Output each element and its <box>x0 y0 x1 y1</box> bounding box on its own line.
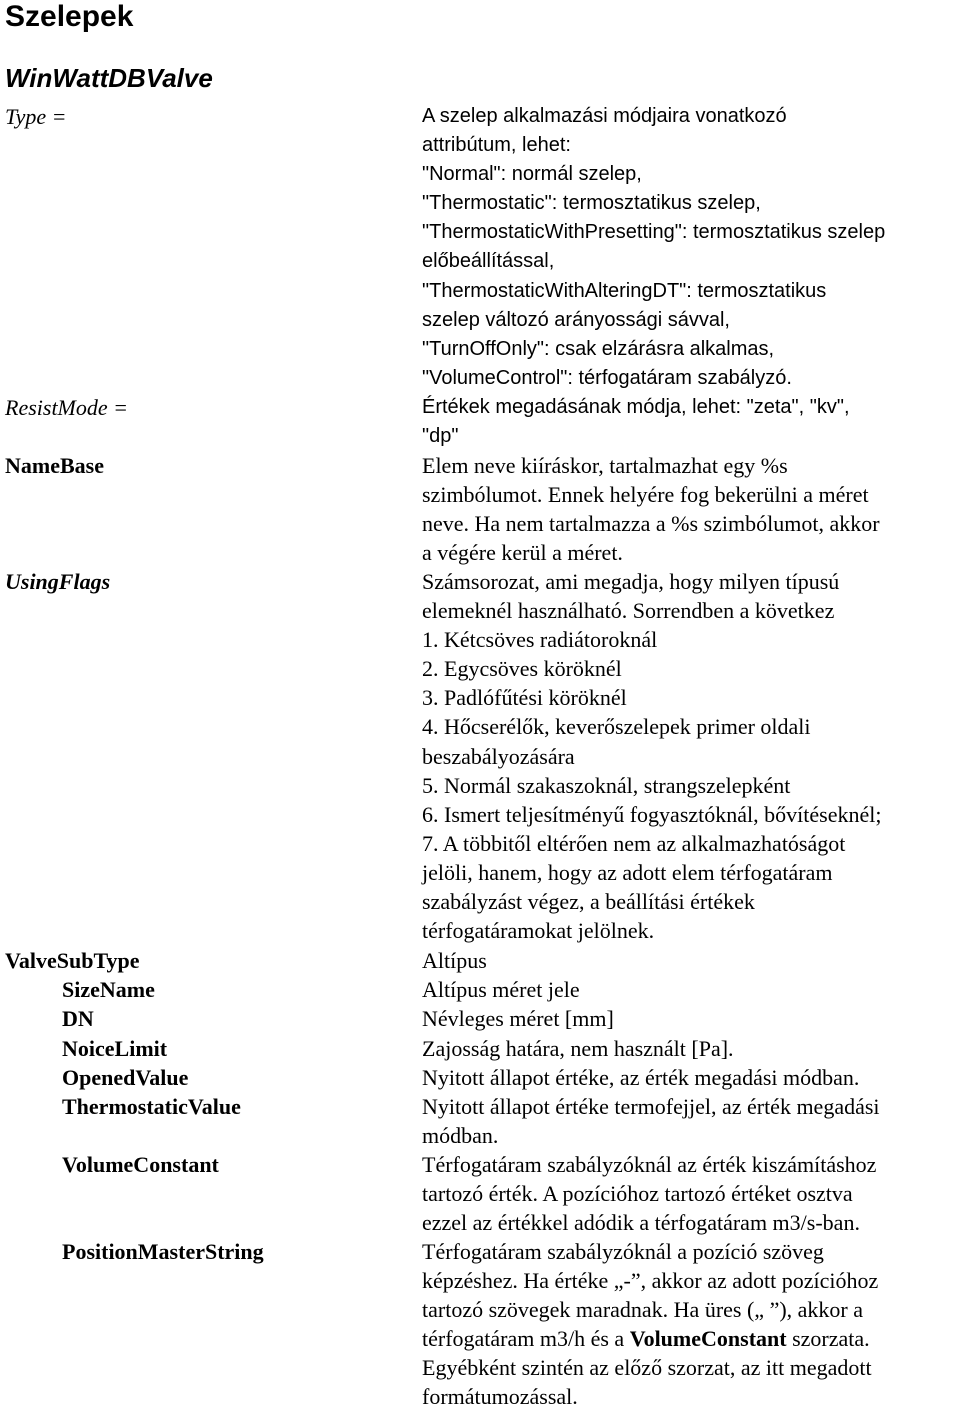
term-type: Type = <box>5 104 67 129</box>
desc-line: "dp" <box>422 425 459 448</box>
desc-line: 1. Kétcsöves radiátoroknál <box>422 627 658 653</box>
desc-line: 6. Ismert teljesítményű fogyasztóknál, bővítéseknél; <box>422 801 882 827</box>
desc-line: "Normal": normál szelep, <box>422 163 642 186</box>
desc-line: Térfogatáram szabályzóknál a pozíció szöveg <box>422 1239 824 1264</box>
desc-line: tartozó érték. A pozícióhoz tartozó értéket osztva <box>422 1181 853 1207</box>
desc-line: térfogatáramokat jelölnek. <box>422 918 655 944</box>
desc-line: attribútum, lehet: <box>422 134 571 157</box>
emphasis-term: VolumeConstant <box>629 1326 787 1352</box>
desc-line: ezzel az értékkel adódik a térfogatáram m3/s-ban. <box>422 1210 860 1236</box>
desc-line: előbeállítással, <box>422 250 555 273</box>
term-namebase: NameBase <box>5 453 104 478</box>
desc-valvesubtype <box>422 946 487 975</box>
desc-line: elemeknél használható. Sorrendben a következ <box>422 598 835 624</box>
desc-line: Altípus <box>422 948 487 973</box>
desc-line: Névleges méret [mm] <box>422 1006 614 1031</box>
term-valvesubtype: ValveSubType <box>5 948 140 973</box>
desc-line: Nyitott állapot értéke, az érték megadási módban. <box>422 1065 860 1090</box>
term-sizename: SizeName <box>62 977 155 1002</box>
desc-line: jelöli, hanem, hogy az adott elem térfogatáram <box>422 859 833 885</box>
desc-line: szabályzást végez, a beállítási értékek <box>422 889 755 915</box>
desc-sizename <box>422 975 580 1004</box>
desc-line: módban. <box>422 1123 499 1149</box>
desc-line: formátumozással. <box>422 1384 578 1410</box>
term-positionmasterstring: PositionMasterString <box>62 1239 264 1264</box>
desc-usingflags <box>422 567 881 945</box>
term-thermostaticvalue: ThermostaticValue <box>62 1094 241 1119</box>
desc-line: a végére kerül a méret. <box>422 540 623 566</box>
section-title: WinWattDBValve <box>5 63 213 93</box>
desc-line: "ThermostaticWithAlteringDT": termosztatikus <box>422 279 827 302</box>
desc-line: tartozó szövegek maradnak. Ha üres („ ”), akkor a <box>422 1297 864 1323</box>
page-title: Szelepek <box>5 0 134 33</box>
desc-line: szelep változó arányossági sávval, <box>422 308 730 331</box>
desc-line: 3. Padlófűtési köröknél <box>422 685 627 711</box>
desc-line: képzéshez. Ha értéke „-”, akkor az adott pozícióhoz <box>422 1268 879 1294</box>
desc-line: Értékek megadásának módja, lehet: "zeta", "kv", <box>422 396 850 418</box>
desc-line: Altípus méret jele <box>422 977 580 1002</box>
desc-volumeconstant <box>422 1150 876 1237</box>
term-openedvalue: OpenedValue <box>62 1065 189 1090</box>
term-noicelimit: NoiceLimit <box>62 1036 168 1061</box>
desc-line: 4. Hőcserélők, keverőszelepek primer oldali <box>422 714 811 740</box>
desc-line: 7. A többitől eltérően nem az alkalmazhatóságot <box>422 830 846 856</box>
desc-line: "ThermostaticWithPresetting": termosztatikus szelep <box>422 221 886 244</box>
desc-openedvalue <box>422 1063 859 1092</box>
desc-line: Elem neve kiíráskor, tartalmazhat egy %s <box>422 453 788 478</box>
desc-line: beszabályozására <box>422 743 575 769</box>
desc-line: A szelep alkalmazási módjaira vonatkozó <box>422 105 787 127</box>
term-resistmode: ResistMode = <box>5 395 128 420</box>
desc-line: szimbólumot. Ennek helyére fog bekerülni a méret <box>422 482 869 508</box>
term-usingflags: UsingFlags <box>5 569 111 594</box>
desc-resistmode <box>422 393 850 451</box>
desc-line: 2. Egycsöves köröknél <box>422 656 622 682</box>
desc-line: Számsorozat, ami megadja, hogy milyen típusú <box>422 569 840 594</box>
desc-line: Nyitott állapot értéke termofejjel, az érték megadási <box>422 1094 880 1119</box>
desc-line: 5. Normál szakaszoknál, strangszelepként <box>422 772 791 798</box>
desc-line: neve. Ha nem tartalmazza a %s szimbólumot, akkor <box>422 511 880 537</box>
desc-line: "Thermostatic": termosztatikus szelep, <box>422 192 761 215</box>
term-dn: DN <box>62 1006 94 1031</box>
desc-line: "TurnOffOnly": csak elzárásra alkalmas, <box>422 337 775 360</box>
desc-noicelimit <box>422 1034 734 1063</box>
desc-positionmasterstring <box>422 1237 878 1412</box>
desc-line: Egyébként szintén az előző szorzat, az itt megadott <box>422 1355 872 1381</box>
desc-thermostaticvalue <box>422 1092 880 1150</box>
term-volumeconstant: VolumeConstant <box>62 1152 219 1177</box>
desc-line: térfogatáram m3/h és a VolumeConstant szorzata. <box>422 1326 870 1352</box>
desc-type <box>422 102 885 393</box>
desc-line: Térfogatáram szabályzóknál az érték kiszámításhoz <box>422 1152 877 1177</box>
desc-dn <box>422 1004 614 1033</box>
desc-line: "VolumeControl": térfogatáram szabályzó. <box>422 366 792 389</box>
desc-namebase <box>422 451 880 567</box>
desc-line: Zajosság határa, nem használt [Pa]. <box>422 1036 734 1061</box>
